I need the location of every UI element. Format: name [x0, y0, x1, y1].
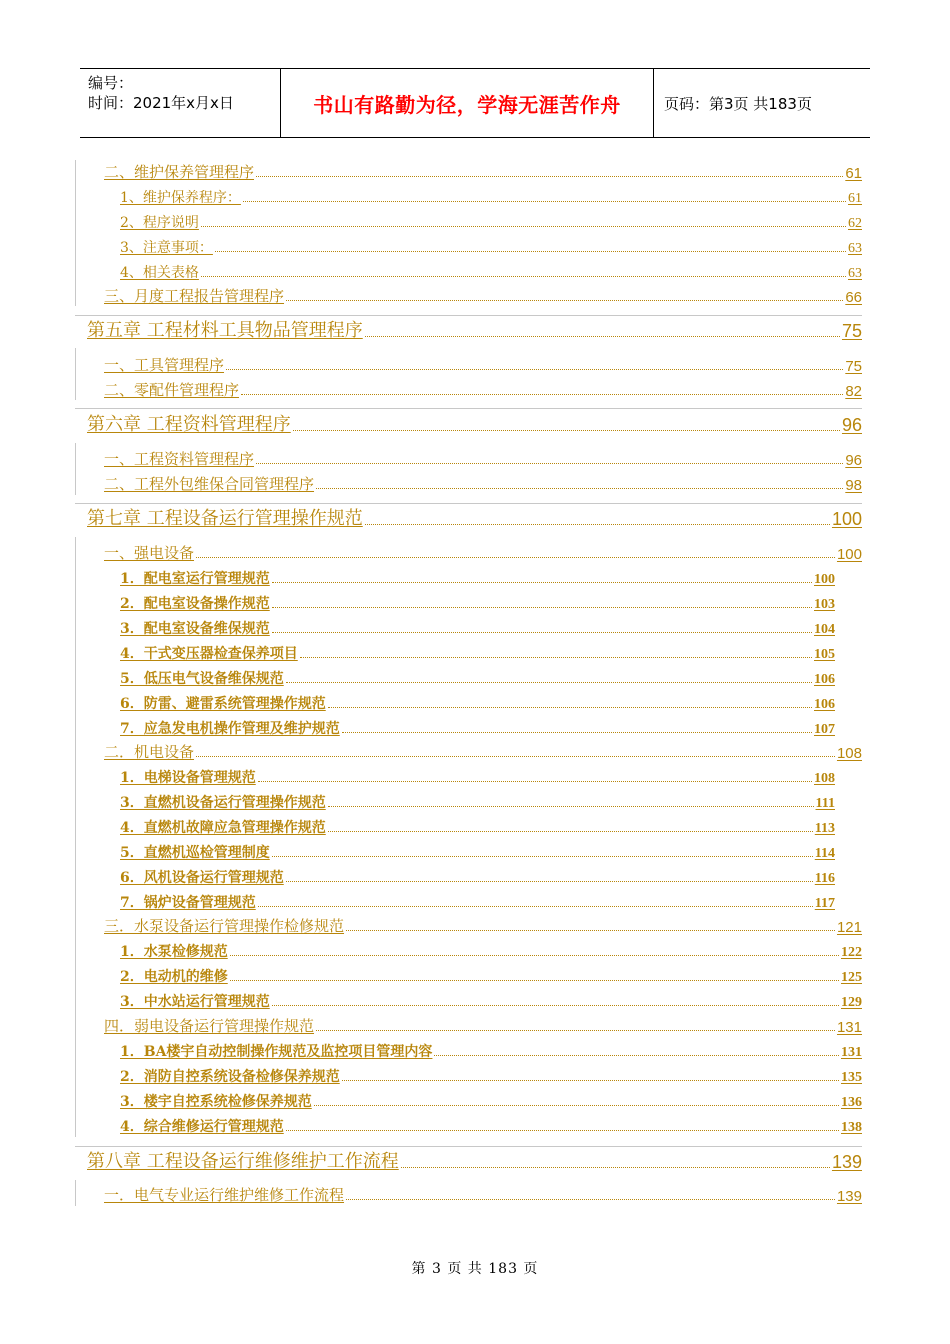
toc-entry[interactable]: 2．配电室设备操作规范 103	[120, 596, 835, 612]
toc-entry[interactable]: 二．机电设备 108	[104, 743, 862, 762]
toc-divider	[75, 160, 76, 306]
toc-entry[interactable]: 6．防雷、避雷系统管理操作规范 106	[120, 696, 835, 712]
toc-entry[interactable]: 5．直燃机巡检管理制度 114	[120, 845, 835, 861]
toc-entry[interactable]: 二、零配件管理程序 82	[104, 381, 862, 400]
toc-entry[interactable]: 三．水泵设备运行管理操作检修规范 121	[104, 917, 862, 936]
toc-entry[interactable]: 三、月度工程报告管理程序 66	[104, 287, 862, 306]
toc-entry[interactable]: 6．风机设备运行管理规范 116	[120, 870, 835, 886]
toc-entry[interactable]: 3．直燃机设备运行管理操作规范 111	[120, 795, 835, 811]
toc-entry[interactable]: 2．消防自控系统设备检修保养规范 135	[120, 1069, 862, 1085]
toc-entry[interactable]: 4．干式变压器检查保养项目 105	[120, 646, 835, 662]
toc-chapter-entry[interactable]: 第六章 工程资料管理程序 96	[87, 414, 862, 435]
toc-entry[interactable]: 3、注意事项： 63	[120, 240, 862, 256]
toc-entry[interactable]: 1．BA楼宇自动控制操作规范及监控项目管理内容 131	[120, 1044, 862, 1060]
toc-entry[interactable]: 一、强电设备 100	[104, 544, 862, 563]
toc-entry[interactable]: 1．配电室运行管理规范 100	[120, 571, 835, 587]
page-footer: 第 3 页 共 183 页	[411, 1261, 539, 1277]
toc-entry[interactable]: 4．综合维修运行管理规范 138	[120, 1119, 862, 1135]
toc-entry[interactable]: 一、工具管理程序 75	[104, 356, 862, 375]
toc-entry[interactable]: 5．低压电气设备维保规范 106	[120, 671, 835, 687]
code-label: 编号：	[88, 74, 134, 92]
toc-entry[interactable]: 4．直燃机故障应急管理操作规范 113	[120, 820, 835, 836]
toc-divider	[75, 537, 76, 1137]
toc-entry[interactable]: 1、维护保养程序： 61	[120, 190, 862, 206]
toc-divider	[75, 1180, 76, 1206]
date-label: 时间：2021年x月x日	[88, 94, 234, 112]
toc-entry[interactable]: 4、相关表格 63	[120, 265, 862, 281]
toc-entry[interactable]: 2、程序说明 62	[120, 215, 862, 231]
toc-entry[interactable]: 1．电梯设备管理规范 108	[120, 770, 835, 786]
toc-chapter-entry[interactable]: 第七章 工程设备运行管理操作规范 100	[87, 508, 862, 529]
toc-divider	[75, 443, 76, 495]
toc-divider	[75, 348, 76, 400]
toc-entry[interactable]: 1．水泵检修规范 122	[120, 944, 862, 960]
toc-divider	[75, 408, 862, 409]
toc-chapter-entry[interactable]: 第八章 工程设备运行维修维护工作流程 139	[87, 1151, 862, 1172]
toc-entry[interactable]: 7．应急发电机操作管理及维护规范 107	[120, 721, 835, 737]
toc-chapter-entry[interactable]: 第五章 工程材料工具物品管理程序 75	[87, 320, 862, 341]
toc-entry[interactable]: 一、工程资料管理程序 96	[104, 450, 862, 469]
toc-entry[interactable]: 3．楼宇自控系统检修保养规范 136	[120, 1094, 862, 1110]
toc-entry[interactable]: 一．电气专业运行维护维修工作流程 139	[104, 1186, 862, 1205]
header-page-info: 页码：第3页 共183页	[664, 94, 812, 113]
toc-entry[interactable]: 四．弱电设备运行管理操作规范 131	[104, 1017, 862, 1036]
header-motto: 书山有路勤为径，学海无涯苦作舟	[281, 69, 654, 137]
toc-entry[interactable]: 7．锅炉设备管理规范 117	[120, 895, 835, 911]
toc-entry[interactable]: 二、维护保养管理程序 61	[104, 163, 862, 182]
toc-entry[interactable]: 3．中水站运行管理规范 129	[120, 994, 862, 1010]
toc-entry[interactable]: 2．电动机的维修 125	[120, 969, 862, 985]
toc-entry[interactable]: 二、工程外包维保合同管理程序 98	[104, 475, 862, 494]
toc-entry[interactable]: 3．配电室设备维保规范 104	[120, 621, 835, 637]
